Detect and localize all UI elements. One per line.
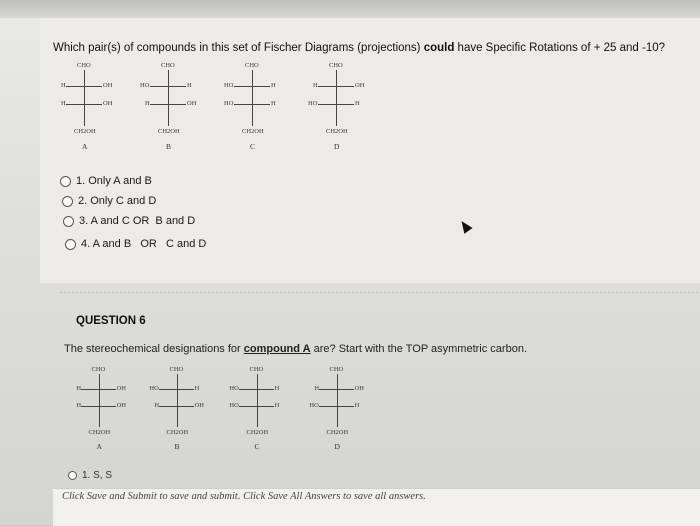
backbone-line [177, 374, 178, 427]
row-2-right: H [354, 401, 360, 409]
question-divider [60, 292, 700, 293]
row-1-bond [318, 86, 354, 87]
top-group: CHO [169, 366, 184, 373]
option-3-radio[interactable] [63, 216, 74, 227]
row-1-bond [239, 389, 273, 390]
option-4-radio[interactable] [65, 239, 76, 250]
top-group: CHO [245, 62, 259, 69]
top-group: CHO [161, 62, 175, 69]
row-1-left: H [313, 82, 318, 89]
row-2-bond [318, 104, 354, 105]
question-6-option-1[interactable]: 1. S, S [68, 470, 112, 481]
row-2-right: OH [187, 100, 197, 107]
structure-letter: D [334, 442, 340, 451]
row-1-right: H [187, 82, 192, 89]
option-4[interactable]: 4. A and B OR C and D [65, 235, 206, 253]
row-2-left: H [61, 100, 66, 107]
row-1-bond [234, 86, 270, 87]
top-group: CHO [329, 366, 344, 373]
bottom-group: CH2OH [88, 428, 111, 436]
row-1-left: H [314, 384, 320, 392]
structure-letter: C [254, 442, 260, 451]
structure-letter: B [174, 442, 180, 451]
question-6-prompt: The stereochemical designations for compound A are? Start with the TOP asymmetric carbon. [64, 343, 528, 355]
row-2-left: HO [224, 100, 234, 107]
row-1-left: HO [149, 384, 159, 392]
row-2-right: H [271, 100, 276, 107]
row-2-left: H [145, 100, 150, 107]
option-2-radio[interactable] [62, 196, 73, 207]
bottom-group: CH2OH [242, 128, 264, 135]
row-1-bond [319, 389, 353, 390]
row-1-bond [159, 389, 193, 390]
row-1-right: OH [354, 384, 364, 392]
row-1-left: H [61, 82, 66, 89]
bottom-group: CH2OH [326, 128, 348, 135]
submit-instructions: Click Save and Submit to save and submit. Click Save All Answers to save all answers. [62, 491, 426, 502]
row-1-right: OH [355, 82, 365, 89]
bottom-group: CH2OH [158, 128, 180, 135]
top-group: CHO [329, 62, 343, 69]
row-1-right: H [274, 384, 280, 392]
row-2-left: H [154, 401, 160, 409]
row-2-bond [239, 406, 273, 407]
row-1-left: HO [140, 82, 150, 89]
row-1-right: H [194, 384, 200, 392]
structure-letter: A [96, 442, 102, 451]
row-1-left: H [76, 384, 82, 392]
question-6-heading: QUESTION 6 [76, 315, 146, 327]
row-2-left: HO [309, 401, 319, 409]
row-1-bond [66, 86, 102, 87]
bottom-group: CH2OH [326, 428, 349, 436]
top-group: CHO [249, 366, 264, 373]
row-2-bond [150, 104, 186, 105]
row-2-right: OH [103, 100, 113, 107]
top-group: CHO [77, 62, 91, 69]
backbone-line [252, 70, 253, 126]
row-2-bond [159, 406, 193, 407]
backbone-line [336, 70, 337, 126]
row-2-bond [234, 104, 270, 105]
row-1-bond [150, 86, 186, 87]
top-group: CHO [91, 366, 106, 373]
row-1-right: OH [116, 384, 126, 392]
option-2[interactable]: 2. Only C and D [62, 192, 156, 210]
row-1-right: H [271, 82, 276, 89]
row-2-left: H [76, 401, 82, 409]
row-1-right: OH [103, 82, 113, 89]
row-2-bond [319, 406, 353, 407]
backbone-line [257, 374, 258, 427]
row-2-right: OH [194, 401, 204, 409]
row-2-right: OH [116, 401, 126, 409]
structure-letter: A [82, 142, 88, 151]
row-2-right: H [355, 100, 360, 107]
row-2-left: HO [308, 100, 318, 107]
backbone-line [337, 374, 338, 427]
bottom-group: CH2OH [166, 428, 189, 436]
q6-option-1-radio[interactable] [68, 471, 77, 480]
row-2-left: HO [229, 401, 239, 409]
row-2-bond [66, 104, 102, 105]
option-1-radio[interactable] [60, 176, 71, 187]
row-2-bond [81, 406, 115, 407]
row-1-bond [81, 389, 115, 390]
structure-letter: D [334, 142, 340, 151]
option-1[interactable]: 1. Only A and B [60, 172, 152, 190]
bottom-group: CH2OH [246, 428, 269, 436]
browser-top-edge [0, 0, 700, 18]
row-2-right: H [274, 401, 280, 409]
question-5-prompt: Which pair(s) of compounds in this set of Fischer Diagrams (projections) could have Specific Rotations of + 25 and -10? [53, 42, 666, 54]
row-1-left: HO [229, 384, 239, 392]
structure-letter: C [250, 142, 256, 151]
backbone-line [168, 70, 169, 126]
compound-a-link[interactable]: compound A [243, 343, 311, 355]
backbone-line [84, 70, 85, 126]
row-1-left: HO [224, 82, 234, 89]
backbone-line [99, 374, 100, 427]
structure-letter: B [166, 142, 172, 151]
option-3[interactable]: 3. A and C OR B and D [63, 212, 195, 230]
bottom-group: CH2OH [74, 128, 96, 135]
